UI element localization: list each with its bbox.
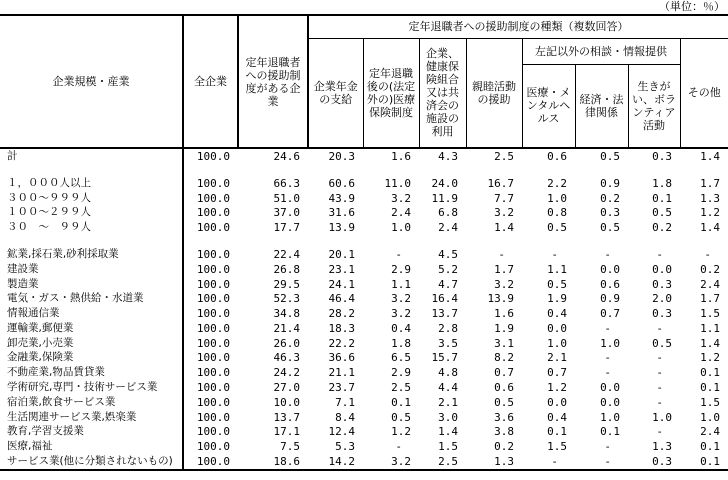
cell-value: 24.6 bbox=[238, 148, 308, 164]
cell-value: 0.9 bbox=[600, 176, 620, 190]
table-header bbox=[0, 15, 728, 148]
cell-value: 26.0 bbox=[273, 336, 300, 350]
cell-value: 1.3 bbox=[466, 454, 522, 470]
cell-value: - bbox=[395, 247, 402, 261]
cell-value: 1.5 bbox=[547, 440, 567, 454]
cell-value: 100.0 bbox=[196, 307, 230, 321]
header-social-activities: 親睦活動の援助 bbox=[466, 38, 522, 148]
header-assistance-types-group: 定年退職者への援助制度の種類（複数回答） bbox=[308, 15, 728, 38]
cell-value: 1.0 bbox=[391, 221, 411, 235]
cell-value: 2.9 bbox=[391, 262, 411, 276]
cell-value: 31.6 bbox=[328, 206, 355, 220]
cell-value: 3.5 bbox=[438, 336, 458, 350]
cell-value: 3.2 bbox=[363, 454, 419, 470]
header-medical-mental: 医療・メンタルヘルス bbox=[522, 64, 575, 148]
cell-value: 0.3 bbox=[652, 307, 672, 321]
table-row bbox=[0, 277, 728, 292]
spacer-cell bbox=[0, 164, 183, 176]
header-has-assistance-system: 定年退職者への援助制度がある企業 bbox=[238, 15, 308, 148]
cell-value: 4.4 bbox=[438, 380, 458, 394]
spacer-cell bbox=[183, 235, 728, 247]
table-row bbox=[0, 205, 728, 220]
cell-value: 2.2 bbox=[547, 176, 567, 190]
cell-value: 2.5 bbox=[466, 148, 522, 164]
cell-value: 1.5 bbox=[438, 440, 458, 454]
cell-value: 14.2 bbox=[308, 454, 363, 470]
cell-value: 100.0 bbox=[183, 454, 238, 470]
cell-value: 11.9 bbox=[431, 191, 458, 205]
row-label: サービス業(他に分類されないもの) bbox=[0, 454, 183, 470]
header-consultation-group: 左記以外の相談・情報提供 bbox=[522, 38, 680, 64]
cell-value: 100.0 bbox=[196, 262, 230, 276]
cell-value: 21.4 bbox=[273, 321, 300, 335]
table-row bbox=[0, 365, 728, 380]
cell-value: 1.6 bbox=[363, 148, 419, 164]
cell-value: 100.0 bbox=[196, 395, 230, 409]
cell-value: 51.0 bbox=[273, 191, 300, 205]
cell-value: 0.5 bbox=[600, 221, 620, 235]
cell-value: 1.0 bbox=[700, 410, 720, 424]
cell-value: 5.3 bbox=[335, 440, 355, 454]
cell-value: 1.5 bbox=[700, 395, 720, 409]
table-row bbox=[0, 410, 728, 425]
cell-value: 52.3 bbox=[273, 292, 300, 306]
cell-value: 6.8 bbox=[438, 206, 458, 220]
cell-value: 60.6 bbox=[328, 176, 355, 190]
cell-value: - bbox=[656, 351, 663, 365]
cell-value: 15.7 bbox=[431, 351, 458, 365]
table-row bbox=[0, 321, 728, 336]
cell-value: 2.9 bbox=[391, 366, 411, 380]
row-label: 計 bbox=[0, 148, 183, 164]
cell-value: 0.2 bbox=[494, 440, 514, 454]
cell-value: 21.1 bbox=[328, 366, 355, 380]
table-row bbox=[0, 148, 728, 164]
cell-value: 0.1 bbox=[391, 395, 411, 409]
cell-value: - bbox=[604, 366, 611, 380]
cell-value: 100.0 bbox=[196, 380, 230, 394]
cell-value: 100.0 bbox=[196, 221, 230, 235]
cell-value: 2.1 bbox=[438, 395, 458, 409]
row-label: 建設業 bbox=[0, 262, 183, 277]
cell-value: 16.4 bbox=[431, 292, 458, 306]
row-label: １，０００人以上 bbox=[0, 176, 183, 191]
cell-value: 1.4 bbox=[700, 221, 720, 235]
header-other: その他 bbox=[680, 38, 728, 148]
cell-value: 1.5 bbox=[700, 307, 720, 321]
cell-value: 100.0 bbox=[196, 366, 230, 380]
table-row bbox=[0, 395, 728, 410]
header-facilities: 企業、健康保険組合又は共済会の施設の利用 bbox=[419, 38, 466, 148]
header-economic-legal: 経済・法律関係 bbox=[575, 64, 628, 148]
cell-value: 1.7 bbox=[700, 292, 720, 306]
statistics-table bbox=[0, 14, 728, 471]
cell-value: 66.3 bbox=[273, 176, 300, 190]
cell-value: 1.8 bbox=[391, 336, 411, 350]
table-row bbox=[0, 220, 728, 235]
cell-value: 2.5 bbox=[391, 380, 411, 394]
cell-value: 1.4 bbox=[438, 425, 458, 439]
table-row bbox=[0, 291, 728, 306]
table-row bbox=[0, 336, 728, 351]
row-label: 運輸業,郵便業 bbox=[0, 321, 183, 336]
table-body bbox=[0, 148, 728, 470]
cell-value: 100.0 bbox=[196, 440, 230, 454]
cell-value: 100.0 bbox=[196, 176, 230, 190]
cell-value: 1.4 bbox=[680, 148, 728, 164]
cell-value: 0.5 bbox=[575, 148, 628, 164]
cell-value: 24.1 bbox=[328, 277, 355, 291]
cell-value: 0.6 bbox=[494, 380, 514, 394]
cell-value: 7.7 bbox=[494, 191, 514, 205]
cell-value: 36.6 bbox=[328, 351, 355, 365]
cell-value: 1.4 bbox=[700, 336, 720, 350]
row-label: 宿泊業,飲食サービス業 bbox=[0, 395, 183, 410]
cell-value: 1.0 bbox=[600, 410, 620, 424]
cell-value: 34.8 bbox=[273, 307, 300, 321]
cell-value: 20.3 bbox=[308, 148, 363, 164]
cell-value: 0.5 bbox=[652, 206, 672, 220]
cell-value: 0.3 bbox=[628, 148, 680, 164]
cell-value: - bbox=[656, 366, 663, 380]
row-label: 学術研究,専門・技術サービス業 bbox=[0, 380, 183, 395]
cell-value: 27.0 bbox=[273, 380, 300, 394]
cell-value: 43.9 bbox=[328, 191, 355, 205]
cell-value: 0.1 bbox=[700, 440, 720, 454]
cell-value: 2.1 bbox=[547, 351, 567, 365]
cell-value: 23.7 bbox=[328, 380, 355, 394]
cell-value: 22.4 bbox=[273, 247, 300, 261]
cell-value: 1.7 bbox=[494, 262, 514, 276]
row-label: 医療,福祉 bbox=[0, 439, 183, 454]
cell-value: 100.0 bbox=[196, 336, 230, 350]
cell-value: 24.0 bbox=[431, 176, 458, 190]
cell-value: 4.8 bbox=[438, 366, 458, 380]
row-label: 金融業,保険業 bbox=[0, 351, 183, 366]
cell-value: 2.8 bbox=[438, 321, 458, 335]
cell-value: 1.3 bbox=[700, 191, 720, 205]
cell-value: 0.2 bbox=[600, 191, 620, 205]
cell-value: 0.1 bbox=[700, 366, 720, 380]
cell-value: 7.5 bbox=[280, 440, 300, 454]
cell-value: 100.0 bbox=[196, 206, 230, 220]
header-pension: 企業年金の支給 bbox=[308, 38, 363, 148]
cell-value: 37.0 bbox=[273, 206, 300, 220]
header-ikigai-volunteer: 生きがい、ボランティア活動 bbox=[628, 64, 680, 148]
table-row bbox=[0, 439, 728, 454]
cell-value: 24.2 bbox=[273, 366, 300, 380]
cell-value: 46.4 bbox=[328, 292, 355, 306]
cell-value: 13.7 bbox=[273, 410, 300, 424]
cell-value: 0.0 bbox=[600, 262, 620, 276]
cell-value: 100.0 bbox=[196, 191, 230, 205]
spacer-cell bbox=[0, 235, 183, 247]
cell-value: 17.7 bbox=[273, 221, 300, 235]
cell-value: - bbox=[656, 321, 663, 335]
cell-value: 0.5 bbox=[391, 410, 411, 424]
cell-value: 3.2 bbox=[391, 292, 411, 306]
cell-value: 0.5 bbox=[652, 336, 672, 350]
cell-value: 0.4 bbox=[547, 410, 567, 424]
cell-value: 23.1 bbox=[328, 262, 355, 276]
cell-value: 0.2 bbox=[700, 262, 720, 276]
cell-value: 8.4 bbox=[335, 410, 355, 424]
table-row bbox=[0, 176, 728, 191]
row-label: 鉱業,採石業,砂利採取業 bbox=[0, 247, 183, 262]
cell-value: 2.4 bbox=[391, 206, 411, 220]
cell-value: 0.6 bbox=[600, 277, 620, 291]
cell-value: 1.6 bbox=[494, 307, 514, 321]
cell-value: - bbox=[522, 454, 575, 470]
cell-value: - bbox=[395, 440, 402, 454]
row-label: ３００～９９９人 bbox=[0, 191, 183, 206]
cell-value: 0.1 bbox=[680, 454, 728, 470]
table-row bbox=[0, 306, 728, 321]
cell-value: 29.5 bbox=[273, 277, 300, 291]
cell-value: 0.7 bbox=[600, 307, 620, 321]
cell-value: 1.3 bbox=[652, 440, 672, 454]
cell-value: - bbox=[575, 454, 628, 470]
cell-value: 2.5 bbox=[419, 454, 466, 470]
spacer-cell bbox=[183, 164, 728, 176]
cell-value: 13.9 bbox=[328, 221, 355, 235]
cell-value: 0.0 bbox=[652, 262, 672, 276]
cell-value: 0.7 bbox=[547, 366, 567, 380]
cell-value: 0.3 bbox=[628, 454, 680, 470]
cell-value: 4.5 bbox=[438, 247, 458, 261]
cell-value: 1.0 bbox=[547, 191, 567, 205]
cell-value: 0.0 bbox=[600, 380, 620, 394]
row-label: 卸売業,小売業 bbox=[0, 336, 183, 351]
cell-value: 3.0 bbox=[438, 410, 458, 424]
cell-value: 100.0 bbox=[196, 351, 230, 365]
cell-value: 100.0 bbox=[196, 425, 230, 439]
cell-value: 0.8 bbox=[547, 206, 567, 220]
cell-value: - bbox=[656, 380, 663, 394]
row-label: ３０ ～ ９９人 bbox=[0, 220, 183, 235]
cell-value: 2.4 bbox=[700, 425, 720, 439]
cell-value: 1.0 bbox=[652, 410, 672, 424]
cell-value: 3.2 bbox=[391, 191, 411, 205]
cell-value: 3.2 bbox=[494, 206, 514, 220]
table-row bbox=[0, 380, 728, 395]
cell-value: 1.2 bbox=[391, 425, 411, 439]
row-label: 製造業 bbox=[0, 277, 183, 292]
cell-value: 2.0 bbox=[652, 292, 672, 306]
cell-value: - bbox=[551, 247, 558, 261]
cell-value: 3.8 bbox=[494, 425, 514, 439]
row-label: 生活関連サービス業,娯楽業 bbox=[0, 410, 183, 425]
cell-value: - bbox=[604, 321, 611, 335]
cell-value: 1.7 bbox=[700, 176, 720, 190]
cell-value: 18.6 bbox=[238, 454, 308, 470]
header-all-companies: 全企業 bbox=[183, 15, 238, 148]
cell-value: 1.1 bbox=[547, 262, 567, 276]
cell-value: 1.4 bbox=[494, 221, 514, 235]
cell-value: 0.0 bbox=[547, 321, 567, 335]
cell-value: 100.0 bbox=[196, 410, 230, 424]
cell-value: 0.1 bbox=[652, 191, 672, 205]
cell-value: 26.8 bbox=[273, 262, 300, 276]
cell-value: 1.2 bbox=[700, 351, 720, 365]
cell-value: 1.1 bbox=[700, 321, 720, 335]
table-row bbox=[0, 191, 728, 206]
cell-value: 17.1 bbox=[273, 425, 300, 439]
row-label: 電気・ガス・熱供給・水道業 bbox=[0, 291, 183, 306]
cell-value: 1.9 bbox=[547, 292, 567, 306]
table-row bbox=[0, 247, 728, 262]
cell-value: 16.7 bbox=[487, 176, 514, 190]
table-row bbox=[0, 262, 728, 277]
cell-value: 4.3 bbox=[419, 148, 466, 164]
table-row bbox=[0, 351, 728, 366]
cell-value: 22.2 bbox=[328, 336, 355, 350]
cell-value: 7.1 bbox=[335, 395, 355, 409]
header-company-size-industry: 企業規模・産業 bbox=[0, 15, 183, 148]
cell-value: 0.0 bbox=[547, 395, 567, 409]
cell-value: 0.5 bbox=[494, 395, 514, 409]
cell-value: 18.3 bbox=[328, 321, 355, 335]
row-label: １００～２９９人 bbox=[0, 205, 183, 220]
cell-value: 1.2 bbox=[547, 380, 567, 394]
cell-value: 100.0 bbox=[196, 277, 230, 291]
cell-value: - bbox=[656, 395, 663, 409]
cell-value: 1.0 bbox=[600, 336, 620, 350]
cell-value: 3.2 bbox=[494, 277, 514, 291]
cell-value: 0.7 bbox=[494, 366, 514, 380]
cell-value: 0.1 bbox=[547, 425, 567, 439]
cell-value: - bbox=[604, 247, 611, 261]
cell-value: - bbox=[656, 425, 663, 439]
cell-value: 5.2 bbox=[438, 262, 458, 276]
row-label: 情報通信業 bbox=[0, 306, 183, 321]
cell-value: 8.2 bbox=[494, 351, 514, 365]
cell-value: - bbox=[604, 351, 611, 365]
cell-value: 100.0 bbox=[183, 148, 238, 164]
cell-value: 100.0 bbox=[196, 247, 230, 261]
cell-value: - bbox=[704, 247, 711, 261]
cell-value: 6.5 bbox=[391, 351, 411, 365]
cell-value: - bbox=[498, 247, 505, 261]
row-label: 不動産業,物品賃貸業 bbox=[0, 365, 183, 380]
header-medical-insurance: 定年退職後の(法定外の)医療保険制度 bbox=[363, 38, 419, 148]
cell-value: 2.4 bbox=[438, 221, 458, 235]
cell-value: 0.3 bbox=[600, 206, 620, 220]
cell-value: 0.2 bbox=[652, 221, 672, 235]
cell-value: 100.0 bbox=[196, 292, 230, 306]
cell-value: 0.1 bbox=[600, 425, 620, 439]
cell-value: 1.9 bbox=[494, 321, 514, 335]
cell-value: 0.0 bbox=[600, 395, 620, 409]
cell-value: 10.0 bbox=[273, 395, 300, 409]
cell-value: 0.5 bbox=[547, 221, 567, 235]
cell-value: 0.9 bbox=[600, 292, 620, 306]
row-label: 教育,学習支援業 bbox=[0, 424, 183, 439]
cell-value: 20.1 bbox=[328, 247, 355, 261]
cell-value: 0.5 bbox=[547, 277, 567, 291]
cell-value: 46.3 bbox=[273, 351, 300, 365]
cell-value: 3.1 bbox=[494, 336, 514, 350]
cell-value: 0.4 bbox=[547, 307, 567, 321]
cell-value: 0.3 bbox=[652, 277, 672, 291]
cell-value: 28.2 bbox=[328, 307, 355, 321]
cell-value: 13.9 bbox=[487, 292, 514, 306]
cell-value: 3.6 bbox=[494, 410, 514, 424]
cell-value: 1.2 bbox=[700, 206, 720, 220]
cell-value: 100.0 bbox=[196, 321, 230, 335]
cell-value: 12.4 bbox=[328, 425, 355, 439]
cell-value: 1.1 bbox=[391, 277, 411, 291]
cell-value: 0.1 bbox=[700, 380, 720, 394]
table-row bbox=[0, 454, 728, 470]
cell-value: 0.6 bbox=[522, 148, 575, 164]
cell-value: 13.7 bbox=[431, 307, 458, 321]
cell-value: - bbox=[604, 440, 611, 454]
cell-value: 1.0 bbox=[547, 336, 567, 350]
cell-value: 4.7 bbox=[438, 277, 458, 291]
spacer-row bbox=[0, 164, 728, 176]
unit-note: （単位：％） bbox=[659, 0, 725, 13]
cell-value: - bbox=[656, 247, 663, 261]
cell-value: 1.8 bbox=[652, 176, 672, 190]
cell-value: 0.4 bbox=[391, 321, 411, 335]
cell-value: 11.0 bbox=[384, 176, 411, 190]
spacer-row bbox=[0, 235, 728, 247]
table-row bbox=[0, 424, 728, 439]
cell-value: 3.2 bbox=[391, 307, 411, 321]
cell-value: 2.4 bbox=[700, 277, 720, 291]
